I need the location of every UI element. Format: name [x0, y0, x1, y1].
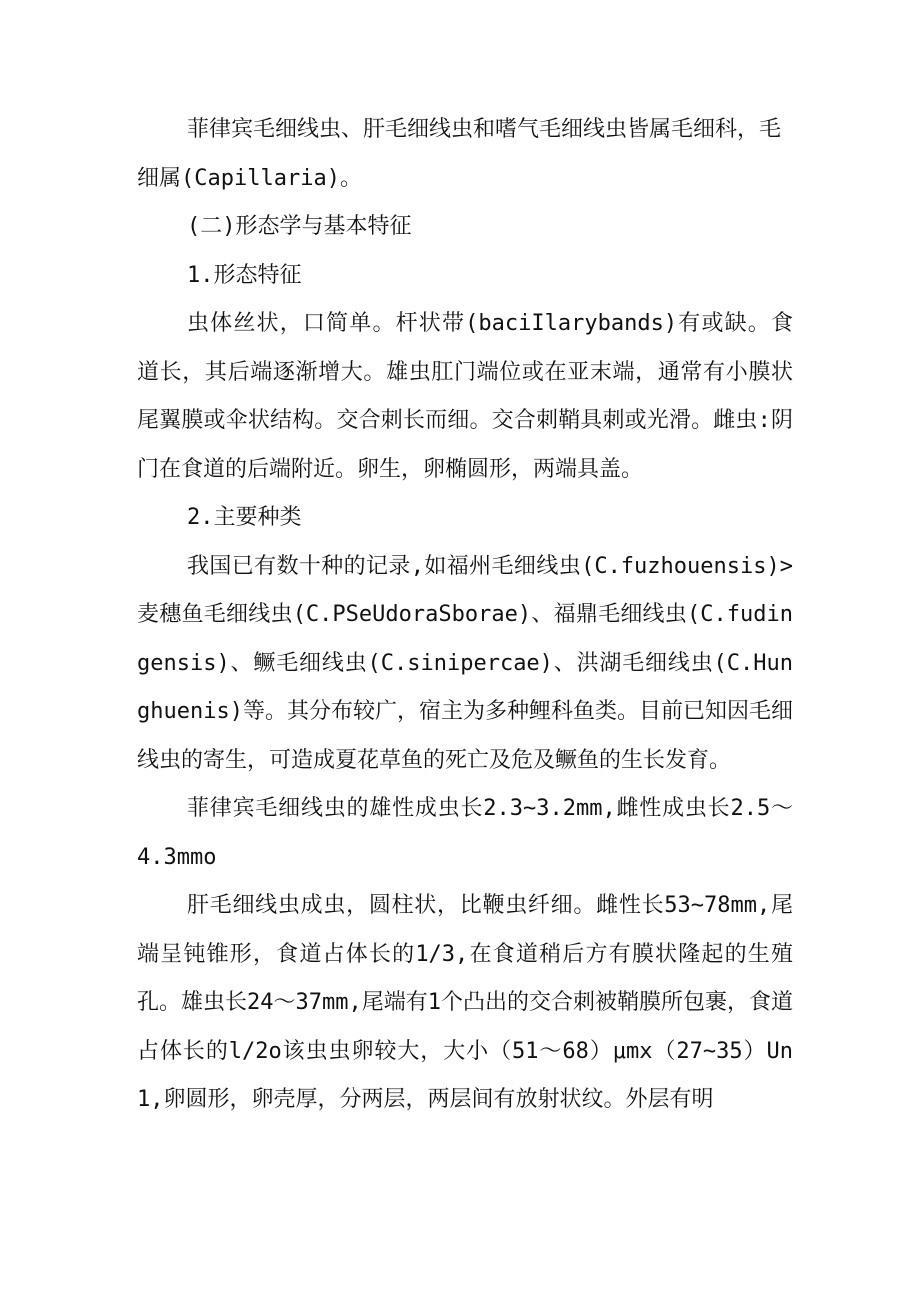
subheading-morphology-features: 1.形态特征 [187, 262, 302, 288]
paragraph-hepatic-capillaria: 肝毛细线虫成虫，圆柱状，比鞭虫纤细。雌性长53~78mm,尾端呈钝锥形，食道占体长的1/3,在食道稍后方有膜状隆起的生殖孔。雄虫长24～37mm,尾端有1个凸出的交合刺被鞘膜所包裹，食道占体长的l/2o该虫虫卵较大，大小（51～68）μmx（27~35）Un1,卵圆形，卵壳厚，分两层，两层间有放射状纹。外层有明 [137, 893, 793, 1112]
paragraph-morphology-description: 虫体丝状，口简单。杆状带(baciIlarybands)有或缺。食道长，其后端逐渐增大。雄虫肛门端位或在亚末端，通常有小膜状尾翼膜或伞状结构。交合刺长而细。交合刺鞘具刺或光滑。雌虫:阴门在食道的后端附近。卵生，卵椭圆形，两端具盖。 [137, 311, 793, 482]
subheading-main-species: 2.主要种类 [187, 505, 302, 530]
section-heading-morphology: (二)形态学与基本特征 [187, 214, 412, 239]
paragraph-species-list: 我国已有数十种的记录,如福州毛细线虫(C.fuzhouensis)>麦穗鱼毛细线虫(C.PSeUdoraSborae)、福鼎毛细线虫(C.fudingensis)、鳜毛细线虫(C.sinipercae)、洪湖毛细线虫(C.Hunghuenis)等。其分布较广，宿主为多种鲤科鱼类。目前已知因毛细线虫的寄生，可造成夏花草鱼的死亡及危及鳜鱼的生长发育。 [137, 553, 793, 773]
document-body [137, 106, 793, 1125]
paragraph-taxonomy: 菲律宾毛细线虫、肝毛细线虫和嗜气毛细线虫皆属毛细科，毛细属(Capillaria)。 [137, 117, 782, 191]
paragraph-philippine-capillaria: 菲律宾毛细线虫的雄性成虫长2.3~3.2mm,雌性成虫长2.5～4.3mmo [137, 796, 793, 870]
